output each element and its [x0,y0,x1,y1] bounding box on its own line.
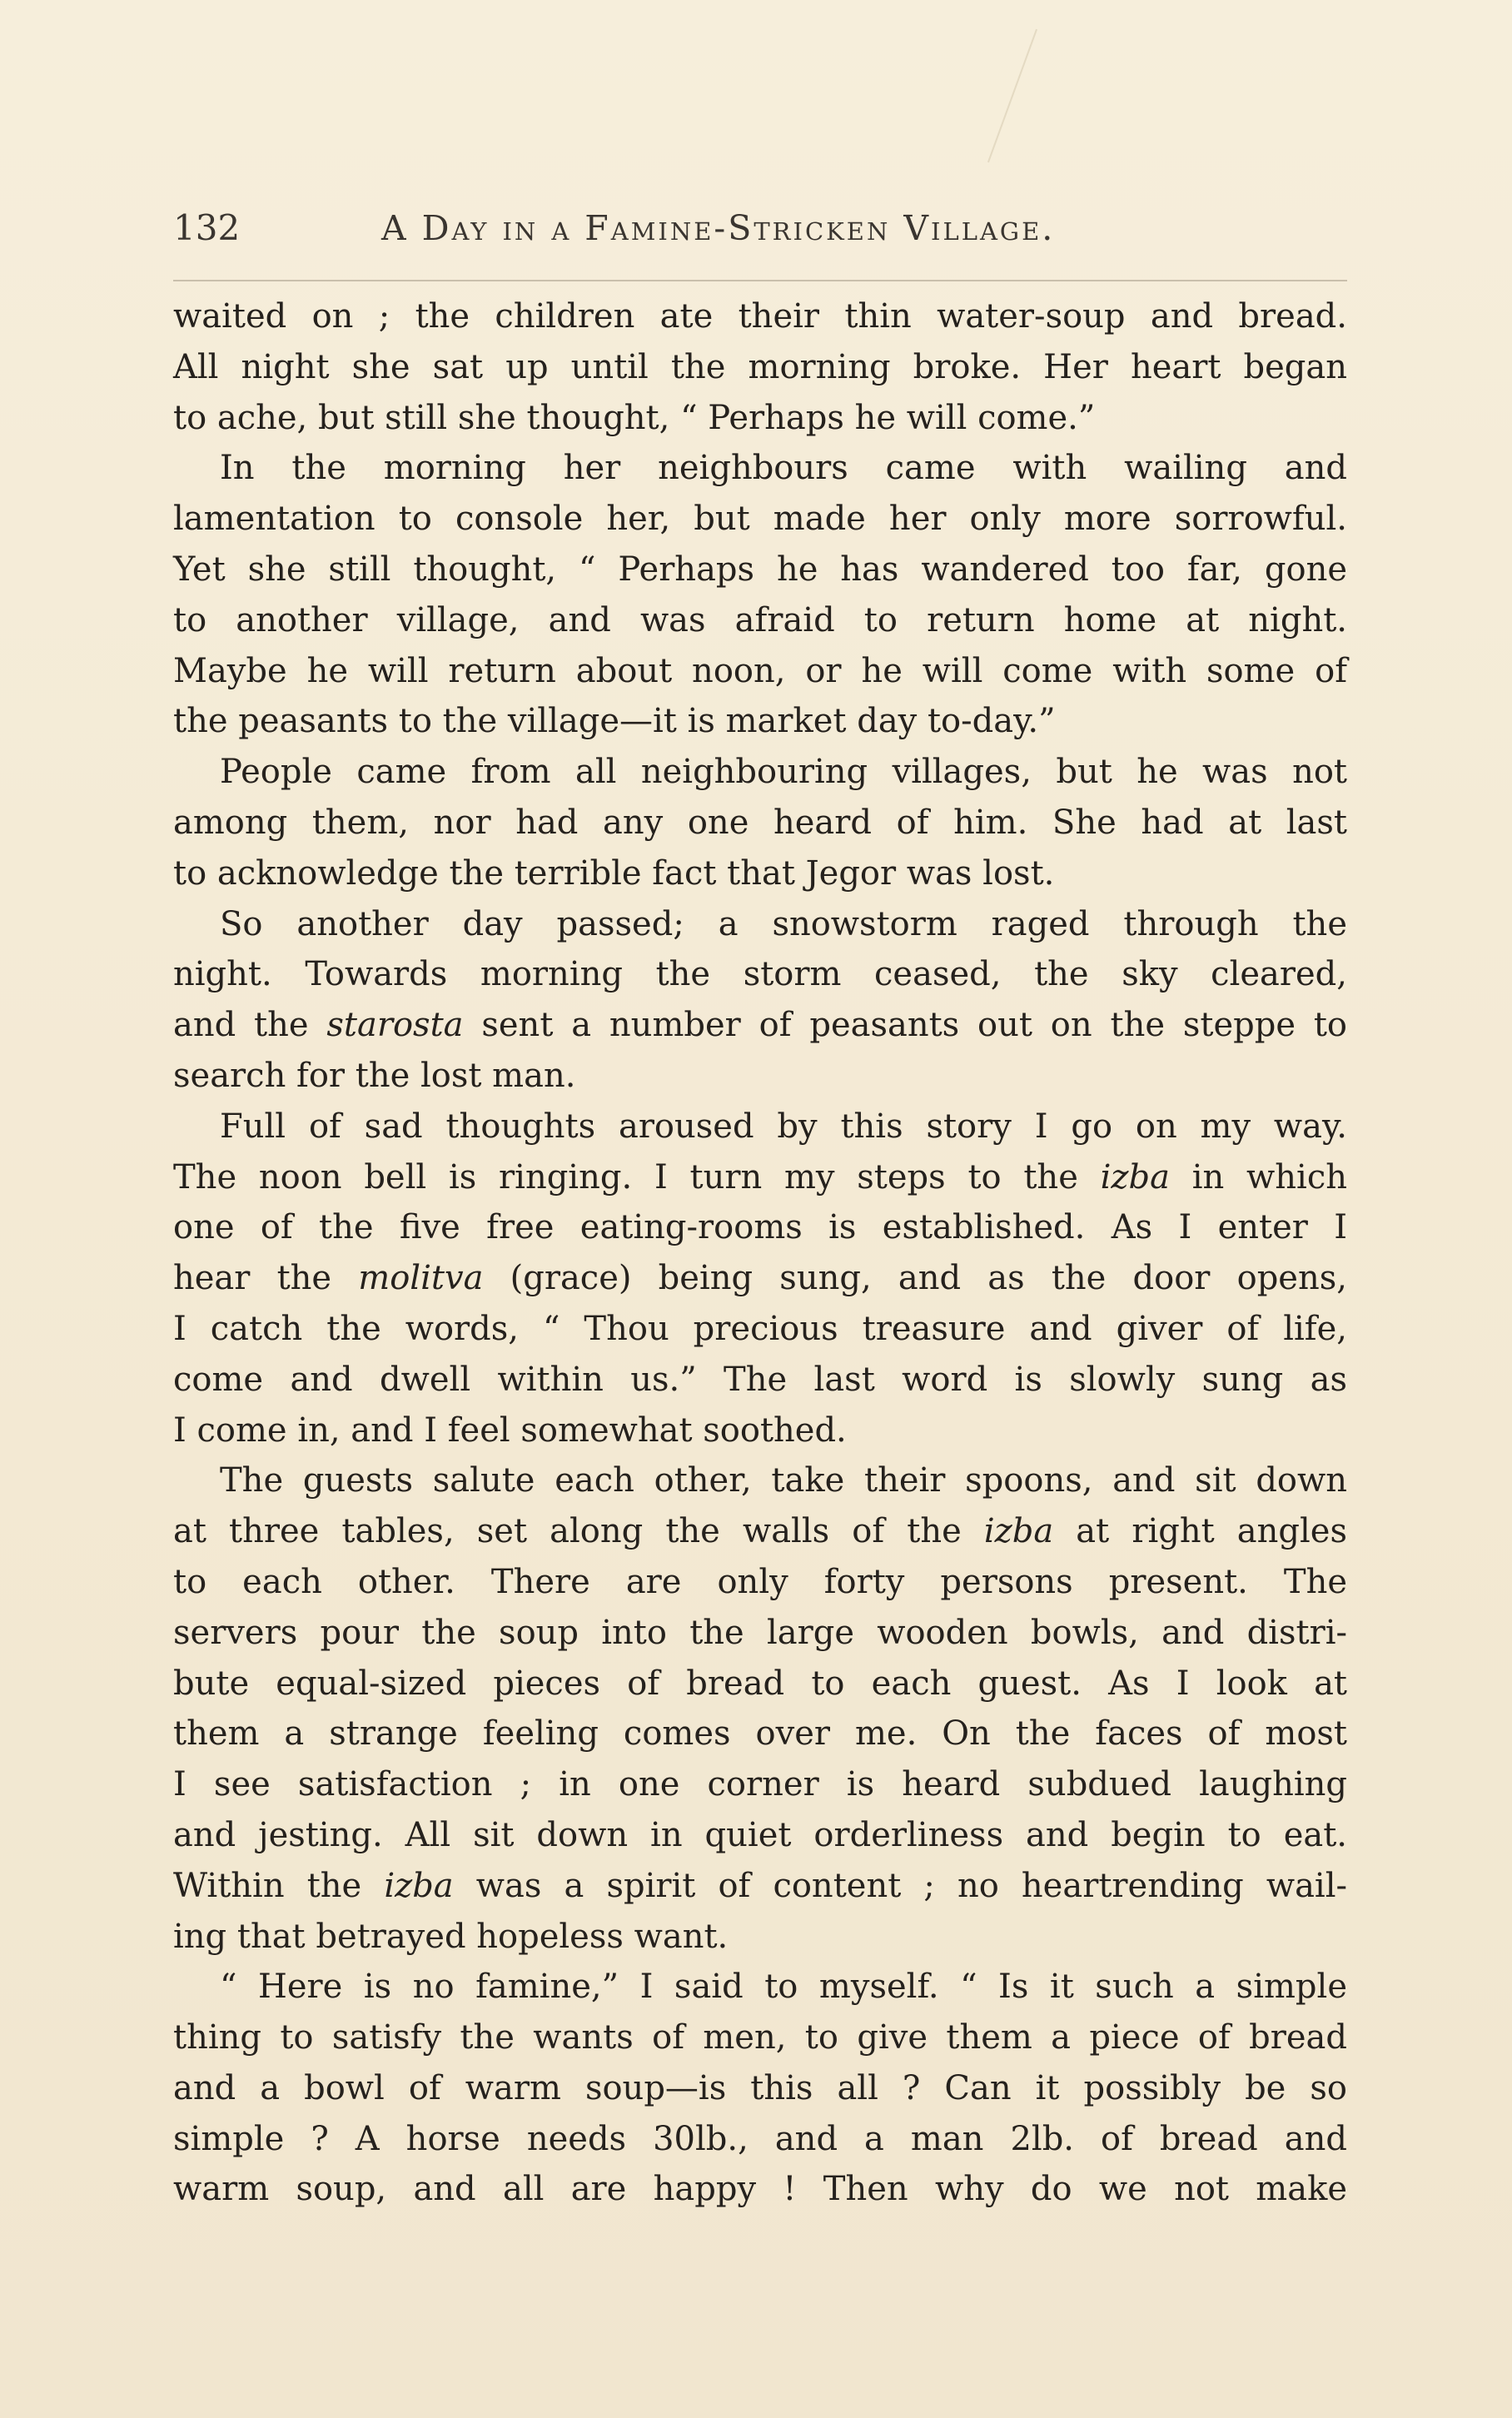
body-text [173,291,1347,2215]
text-line: I catch the words, “ Thou precious treasure and giver of life, [173,1309,1347,1348]
text-line: ing that betrayed hopeless want. [173,1917,729,1956]
italic-term: izba [384,1866,454,1905]
text-line: and jesting. All sit down in quiet orderliness and begin to eat. [173,1815,1347,1854]
text-line: People came from all neighbouring villages, but he was not [220,753,1347,792]
running-head [173,203,1347,253]
italic-term: molitva [358,1259,484,1298]
italic-term: starosta [326,1006,464,1045]
text-line: and a bowl of warm soup—is this all ? Can it possibly be so [173,2068,1347,2107]
text-line: Maybe he will return about noon, or he will come with some of [173,651,1347,690]
running-title: A Day in a Famine-Stricken Village. [381,208,1056,248]
text-line: them a strange feeling comes over me. On the faces of most [173,1714,1347,1754]
text-line: Full of sad thoughts aroused by this story I go on my way. [220,1107,1347,1146]
text-line: the peasants to the village—it is market day to-day.” [173,702,1056,741]
text-line: to each other. There are only forty persons present. The [173,1562,1347,1601]
paper-crease [987,29,1037,162]
text-line: night. Towards morning the storm ceased, the sky cleared, [173,955,1347,994]
text-line: come and dwell within us.” The last word is slowly sung as [173,1360,1347,1399]
text-line: “ Here is no famine,” I said to myself. “ Is it such a simple [220,1968,1347,2007]
page-number: 132 [173,207,241,248]
text-line: to another village, and was afraid to return home at night. [173,600,1347,639]
text-line: The guests salute each other, take their spoons, and sit down [220,1461,1347,1500]
text-line: So another day passed; a snowstorm raged through the [220,904,1347,943]
text-line: bute equal-sized pieces of bread to each guest. As I look at [173,1664,1347,1703]
text-line: In the morning her neighbours came with wailing and [220,449,1347,488]
header-rule [173,280,1347,281]
text-line: at three tables, set along the walls of the izba at right angles [173,1512,1347,1551]
text-line: waited on ; the children ate their thin water-soup and bread. [173,297,1347,336]
text-line: to acknowledge the terrible fact that Jegor was lost. [173,853,1055,893]
text-line: I come in, and I feel somewhat soothed. [173,1410,847,1450]
text-line: The noon bell is ringing. I turn my steps to the izba in which [173,1157,1347,1197]
text-line: lamentation to console her, but made her only more sorrowful. [173,500,1347,539]
text-line: Within the izba was a spirit of content ; no heartrending wail- [173,1866,1348,1905]
text-line: among them, nor had any one heard of him. She had at last [173,803,1347,842]
text-line: I see satisfaction ; in one corner is heard subdued laughing [173,1765,1347,1804]
text-line: warm soup, and all are happy ! Then why do we not make [173,2170,1347,2209]
text-line: servers pour the soup into the large wooden bowls, and distri- [173,1613,1347,1652]
text-line: hear the molitva (grace) being sung, and as the door opens, [173,1259,1347,1298]
text-line: thing to satisfy the wants of men, to give them a piece of bread [173,2018,1347,2057]
italic-term: izba [1100,1157,1170,1197]
text-line: to ache, but still she thought, “ Perhaps he will come.” [173,398,1096,437]
text-line: one of the five free eating-rooms is established. As I enter I [173,1208,1347,1247]
text-line: and the starosta sent a number of peasants out on the steppe to [173,1006,1347,1045]
text-line: Yet she still thought, “ Perhaps he has wandered too far, gone [173,550,1347,589]
italic-term: izba [983,1512,1054,1551]
text-line: search for the lost man. [173,1056,576,1095]
text-line: simple ? A horse needs 30lb., and a man 2lb. of bread and [173,2119,1347,2158]
text-line: All night she sat up until the morning broke. Her heart began [173,347,1347,386]
